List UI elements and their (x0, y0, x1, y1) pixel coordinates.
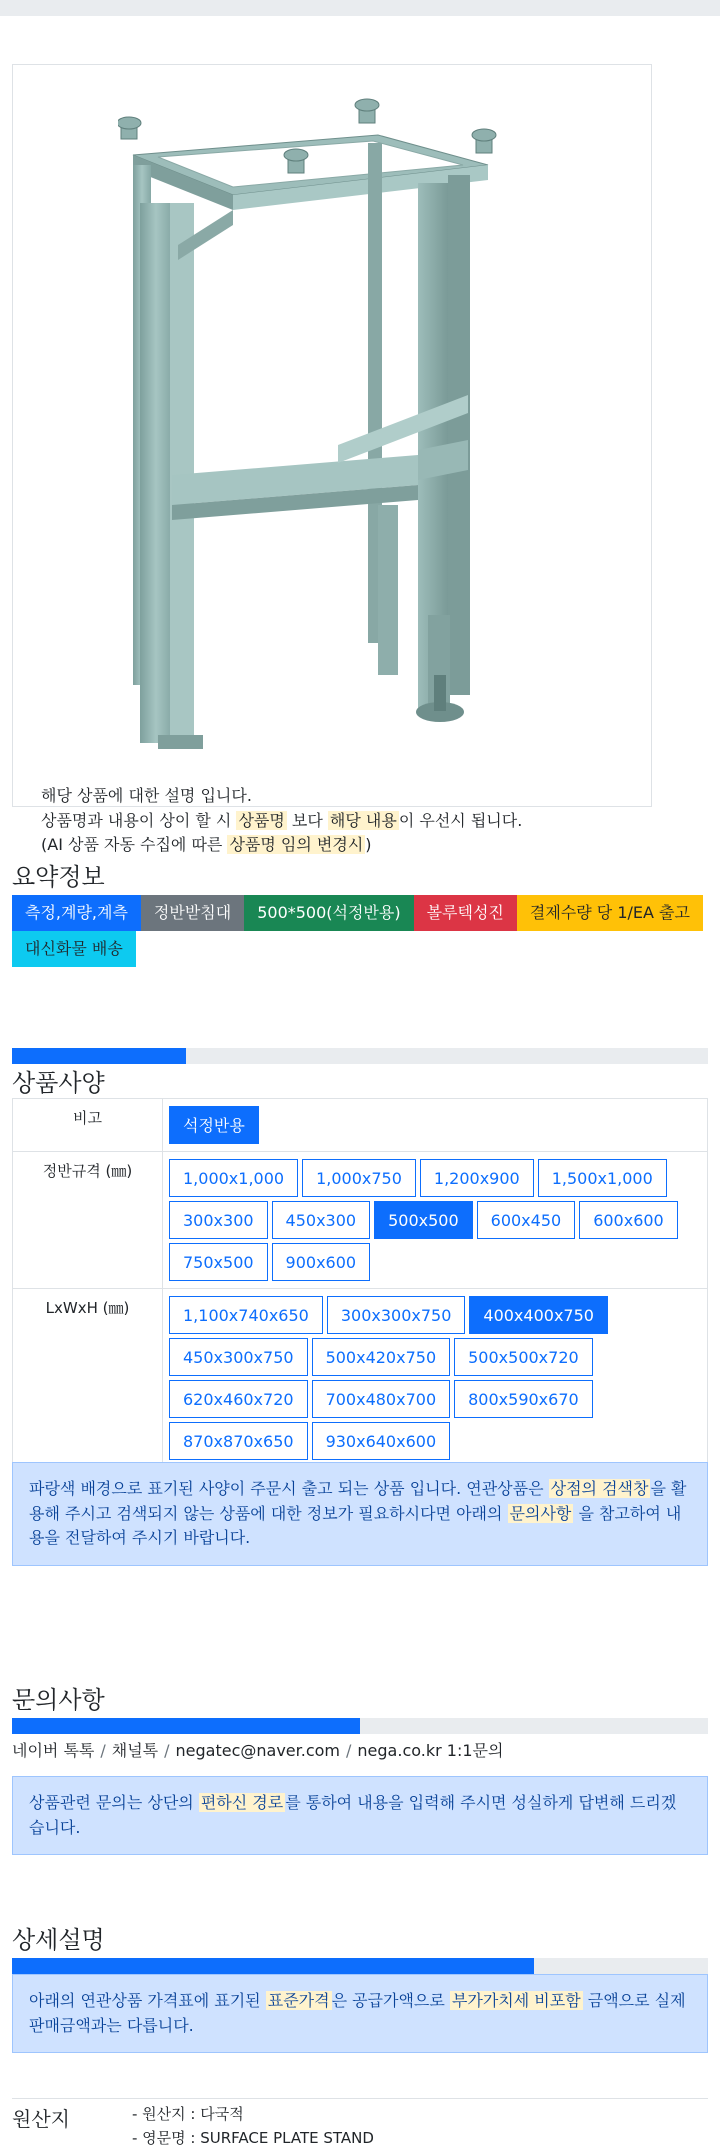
inquiry-progress (12, 1718, 708, 1734)
spec-row (13, 1099, 708, 1152)
notice-text: 상품명과 내용이 상이 할 시 (41, 811, 236, 830)
spec-label: 비고 (13, 1099, 163, 1152)
specs-title: 상품사양 (12, 1063, 105, 1098)
inquiry-title: 문의사항 (12, 1680, 105, 1715)
spec-option[interactable]: 450x300x750 (169, 1338, 308, 1376)
notice-text: ) (365, 835, 371, 854)
spec-option[interactable]: 500x500x720 (454, 1338, 593, 1376)
summary-badges (12, 895, 712, 967)
product-notice (41, 784, 522, 858)
alert-text: 를 통하여 내용을 입력해 주시면 성실하게 답변해 드리겠습니다. (29, 1793, 676, 1837)
highlight-standard-price: 표준가격 (266, 1991, 332, 2010)
surface-plate-stand-image (118, 95, 588, 760)
separator: / (100, 1741, 105, 1760)
notice-text: 보다 (287, 811, 328, 830)
spec-option[interactable]: 450x300 (272, 1201, 371, 1239)
alert-text: 파랑색 배경으로 표기된 사양이 주문시 출고 되는 상품 입니다. 연관상품은 (29, 1479, 549, 1498)
separator: / (164, 1741, 169, 1760)
detail-title: 상세설명 (12, 1920, 105, 1955)
spec-table (12, 1098, 708, 1468)
spec-option[interactable]: 600x450 (477, 1201, 576, 1239)
spec-option-selected[interactable]: 500x500 (374, 1201, 473, 1239)
specs-progress-fill (12, 1048, 186, 1064)
summary-badge: 500*500(석정반용) (244, 895, 413, 931)
origin-label: 원산지 (12, 2103, 70, 2132)
spec-options (163, 1289, 708, 1468)
inquiry-alert (12, 1776, 708, 1855)
spec-label: 정반규격 (㎜) (13, 1152, 163, 1289)
spec-option[interactable]: 930x640x600 (312, 1422, 451, 1460)
origin-details (132, 2103, 374, 2150)
inquiry-progress-fill (12, 1718, 360, 1734)
highlight-product-name: 상품명 (236, 811, 286, 830)
origin-row (12, 2098, 708, 2103)
spec-label: LxWxH (㎜) (13, 1289, 163, 1468)
spec-row (13, 1152, 708, 1289)
product-card (12, 64, 652, 807)
spec-option[interactable]: 1,100x740x650 (169, 1296, 323, 1334)
alert-text: 을 활용해 주시고 검색되지 않는 상품에 대한 정보가 필요하시다면 아래의 (29, 1479, 686, 1523)
summary-badge: 볼루텍성진 (414, 895, 517, 931)
spec-options (163, 1099, 708, 1152)
summary-badge: 결제수량 당 1/EA 출고 (517, 895, 703, 931)
detail-progress (12, 1958, 708, 1974)
spec-row (13, 1289, 708, 1468)
summary-badge: 정반받침대 (141, 895, 244, 931)
highlight-route: 편하신 경로 (199, 1793, 285, 1812)
spec-option[interactable]: 620x460x720 (169, 1380, 308, 1418)
notice-line-2 (41, 809, 522, 834)
alert-text: 상품관련 문의는 상단의 (29, 1793, 199, 1812)
spec-options (163, 1152, 708, 1289)
spec-option-selected[interactable]: 석정반용 (169, 1106, 259, 1144)
spec-option[interactable]: 1,200x900 (420, 1159, 534, 1197)
highlight-search-box: 상점의 검색창 (549, 1479, 651, 1498)
contact-link[interactable]: 네이버 톡톡 (12, 1741, 94, 1760)
spec-option[interactable]: 900x600 (272, 1243, 371, 1281)
summary-badge: 대신화물 배송 (12, 931, 136, 967)
summary-badge: 측정,계량,계측 (12, 895, 141, 931)
spec-option[interactable]: 750x500 (169, 1243, 268, 1281)
alert-text: 을 참고하여 내용을 전달하여 주시기 바랍니다. (29, 1504, 681, 1548)
alert-text: 은 공급가액으로 (332, 1991, 450, 2010)
detail-alert (12, 1974, 708, 2053)
spec-option[interactable]: 870x870x650 (169, 1422, 308, 1460)
alert-text: 아래의 연관상품 가격표에 표기된 (29, 1991, 266, 2010)
top-bar (0, 0, 720, 16)
spec-option[interactable]: 1,000x1,000 (169, 1159, 298, 1197)
spec-option[interactable]: 300x300 (169, 1201, 268, 1239)
notice-text: (AI 상품 자동 수집에 따른 (41, 835, 227, 854)
contact-links (12, 1738, 503, 1761)
specs-alert (12, 1462, 708, 1566)
summary-title: 요약정보 (12, 857, 105, 892)
notice-text: 이 우선시 됩니다. (399, 811, 522, 830)
highlight-name-change: 상품명 임의 변경시 (227, 835, 365, 854)
spec-option[interactable]: 300x300x750 (327, 1296, 466, 1334)
spec-option[interactable]: 1,000x750 (302, 1159, 416, 1197)
separator: / (346, 1741, 351, 1760)
spec-option[interactable]: 700x480x700 (312, 1380, 451, 1418)
spec-option-selected[interactable]: 400x400x750 (469, 1296, 608, 1334)
contact-link[interactable]: nega.co.kr 1:1문의 (357, 1741, 503, 1760)
highlight-content: 해당 내용 (328, 811, 399, 830)
origin-english-name: - 영문명 : SURFACE PLATE STAND (132, 2127, 374, 2150)
contact-link[interactable]: negatec@naver.com (176, 1741, 340, 1760)
detail-progress-fill (12, 1958, 534, 1974)
notice-line-1: 해당 상품에 대한 설명 입니다. (41, 784, 522, 809)
alert-text: 금액으로 실제 판매금액과는 다릅니다. (29, 1991, 686, 2035)
origin-country: - 원산지 : 다국적 (132, 2103, 374, 2127)
highlight-vat-excluded: 부가가치세 비포함 (450, 1991, 583, 2010)
specs-progress (12, 1048, 708, 1064)
spec-option[interactable]: 1,500x1,000 (538, 1159, 667, 1197)
highlight-inquiry: 문의사항 (508, 1504, 574, 1523)
spec-option[interactable]: 800x590x670 (454, 1380, 593, 1418)
spec-option[interactable]: 600x600 (579, 1201, 678, 1239)
contact-link[interactable]: 채널톡 (112, 1741, 158, 1760)
notice-line-3 (41, 833, 522, 858)
spec-option[interactable]: 500x420x750 (312, 1338, 451, 1376)
